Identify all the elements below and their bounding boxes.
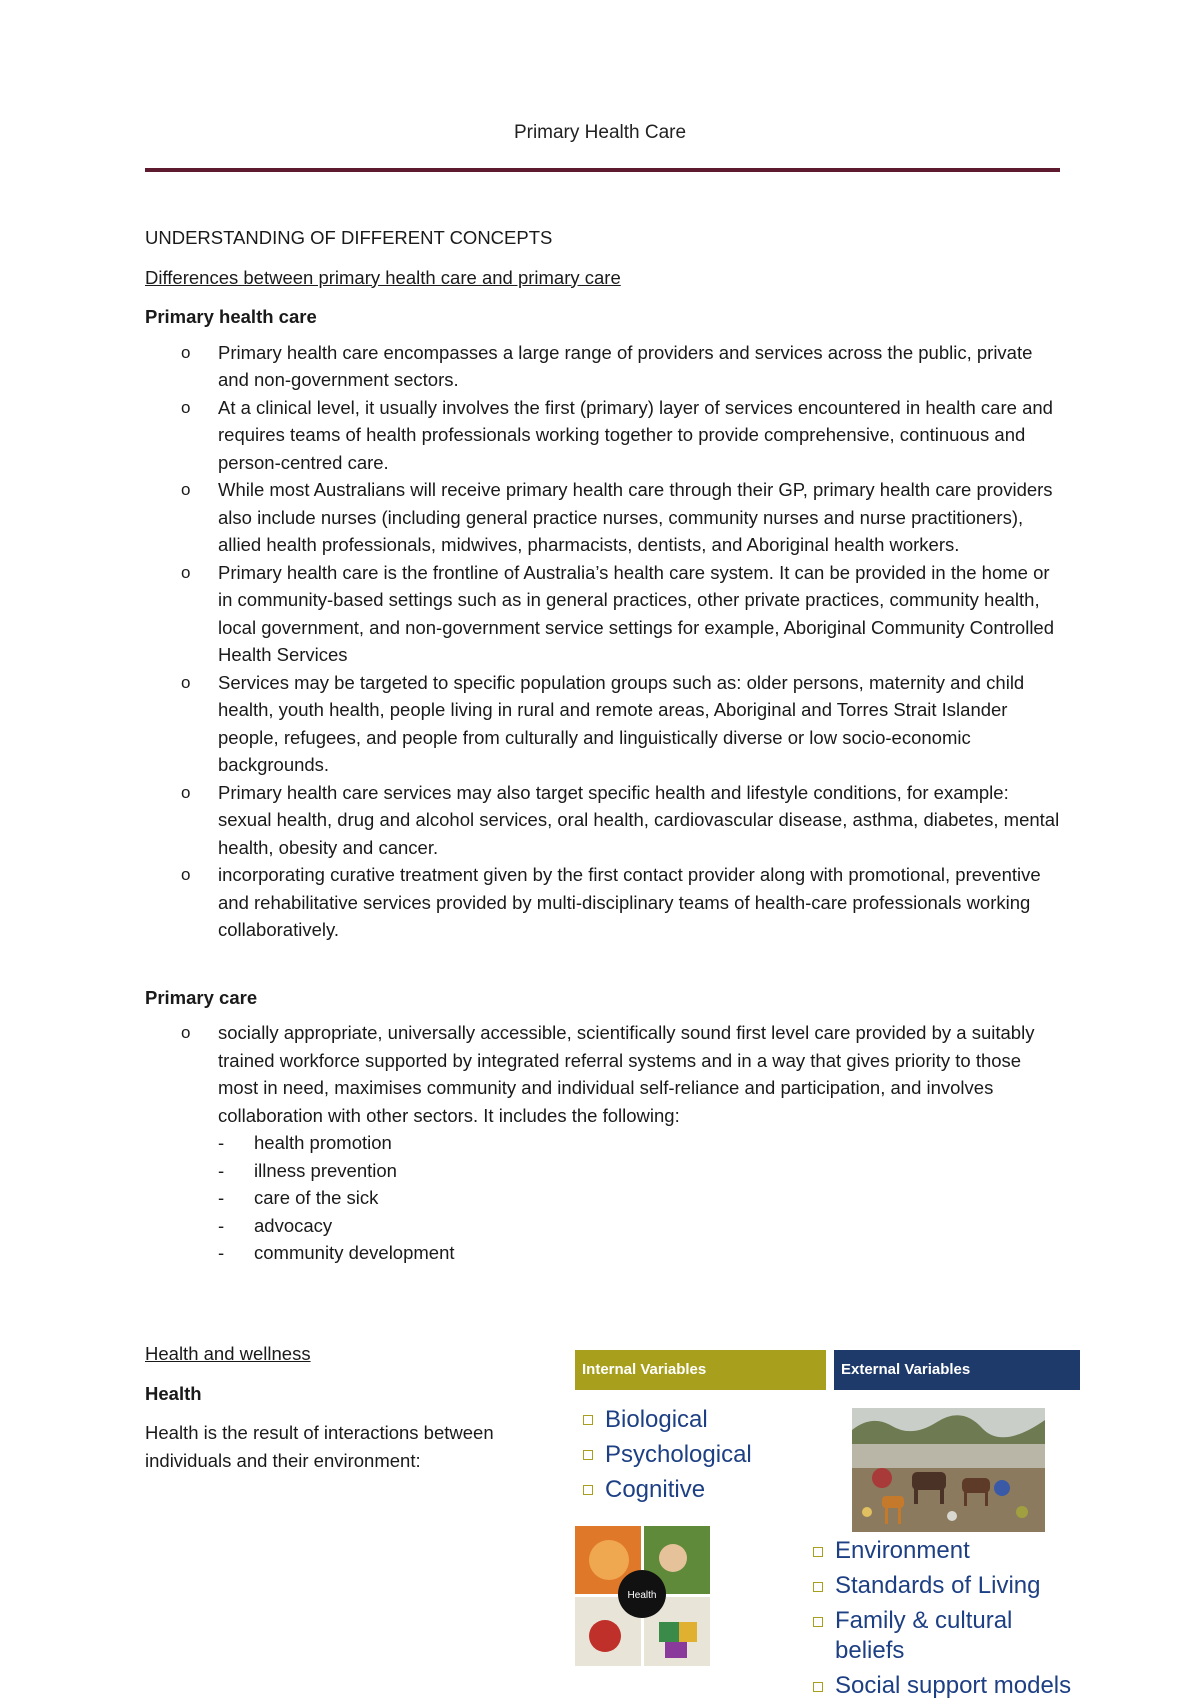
list-item: Biological [581,1402,752,1437]
page-header-title: Primary Health Care [513,122,687,143]
main-content [145,224,1060,1267]
list-item: Psychological [581,1437,752,1472]
health-title: Health [145,1382,202,1404]
health-variables-figure [575,1350,1080,1698]
list-item: o While most Australians will receive primary health care through their GP, primary health care providers also include nurses (including general practice nurses, community nurses and nurse practitioners), allied health professionals, midwives, pharmacists, dentists, and Aboriginal health workers. [145,476,1060,559]
sublist-item: - care of the sick [218,1187,379,1208]
sublist-item: - advocacy [218,1214,333,1236]
pc-sublist [145,1129,1060,1267]
bullet-icon: o [181,782,191,802]
internal-variables-list [581,1402,752,1507]
bullet-icon: o [181,865,191,884]
checkbox-icon [813,1582,823,1592]
bullet-icon: o [181,397,191,417]
bullet-icon: o [181,672,191,692]
phc-list [145,339,1060,944]
pc-title: Primary care [145,986,258,1008]
section-heading: UNDERSTANDING OF DIFFERENT CONCEPTS [145,227,553,248]
sublist-item: - health promotion [218,1132,392,1153]
wellness-subheading: Health and wellness [145,1343,311,1364]
list-item: Standards of Living [811,1571,1080,1601]
bullet-icon: o [181,480,191,499]
sublist-item: - illness prevention [218,1159,397,1181]
list-item: Cognitive [581,1472,752,1507]
checkbox-icon [583,1450,593,1460]
list-item: o At a clinical level, it usually involves the first (primary) layer of services encountered in health care and requires teams of health professionals working together to provide comprehensive, continuous and person-centred care. [145,394,1060,477]
phc-title: Primary health care [145,306,317,327]
health-collage-image [575,1526,710,1666]
list-item: Environment [811,1536,1080,1566]
list-item: Social support models [811,1671,1080,1701]
list-item: o Services may be targeted to specific population groups such as: older persons, maternity and child health, youth health, people living in rural and remote areas, Aboriginal and Torres Strait Islander people, refugees, and people from culturally and linguistically diverse or low socio-economic backgrounds. [145,669,1060,779]
checkbox-icon [813,1682,823,1692]
list-item: o socially appropriate, universally accessible, scientifically sound first level care provided by a suitably trained workforce supported by integrated referral systems and in a way that gives priority to those most in need, maximises community and individual self-reliance and participation, and involves collaboration with other sectors. It includes the following: [145,1019,1060,1129]
checkbox-icon [813,1547,823,1557]
pc-list [145,1019,1060,1129]
health-center-label: Health [627,1590,657,1601]
checkbox-icon [583,1485,593,1495]
list-item: o Primary health care is the frontline of Australia’s health care system. It can be provided in the home or in community-based settings such as in general practices, other private practices, community health, local government, and non-government service settings for example, Aboriginal Community Controlled Health Services [145,559,1060,669]
bullet-icon: o [181,562,191,582]
checkbox-icon [813,1617,823,1627]
list-item: Family & cultural beliefs [811,1606,1080,1666]
sublist-item: - community development [218,1242,455,1263]
external-variables-header: External Variables [834,1350,1080,1390]
external-variables-list [811,1536,1080,1706]
environment-photo [852,1408,1045,1532]
bullet-icon: o [181,1023,191,1042]
health-text: Health is the result of interactions between individuals and their environment: [145,1422,494,1471]
list-item: o Primary health care services may also target specific health and lifestyle conditions, for example: sexual health, drug and alcohol services, oral health, cardiovascular disease, asthma, diabetes, mental health, obesity and cancer. [145,779,1060,862]
differences-subheading: Differences between primary health care and primary care [145,266,621,288]
header-divider [145,168,1060,172]
list-item: o Primary health care encompasses a large range of providers and services across the public, private and non-government sectors. [145,339,1060,394]
bullet-icon: o [181,342,191,362]
health-wellness-section [145,1340,545,1486]
list-item: o incorporating curative treatment given by the first contact provider along with promotional, preventive and rehabilitative services provided by multi-disciplinary teams of health-care professionals working collaboratively. [145,861,1060,944]
internal-variables-header: Internal Variables [575,1350,826,1390]
checkbox-icon [583,1415,593,1425]
